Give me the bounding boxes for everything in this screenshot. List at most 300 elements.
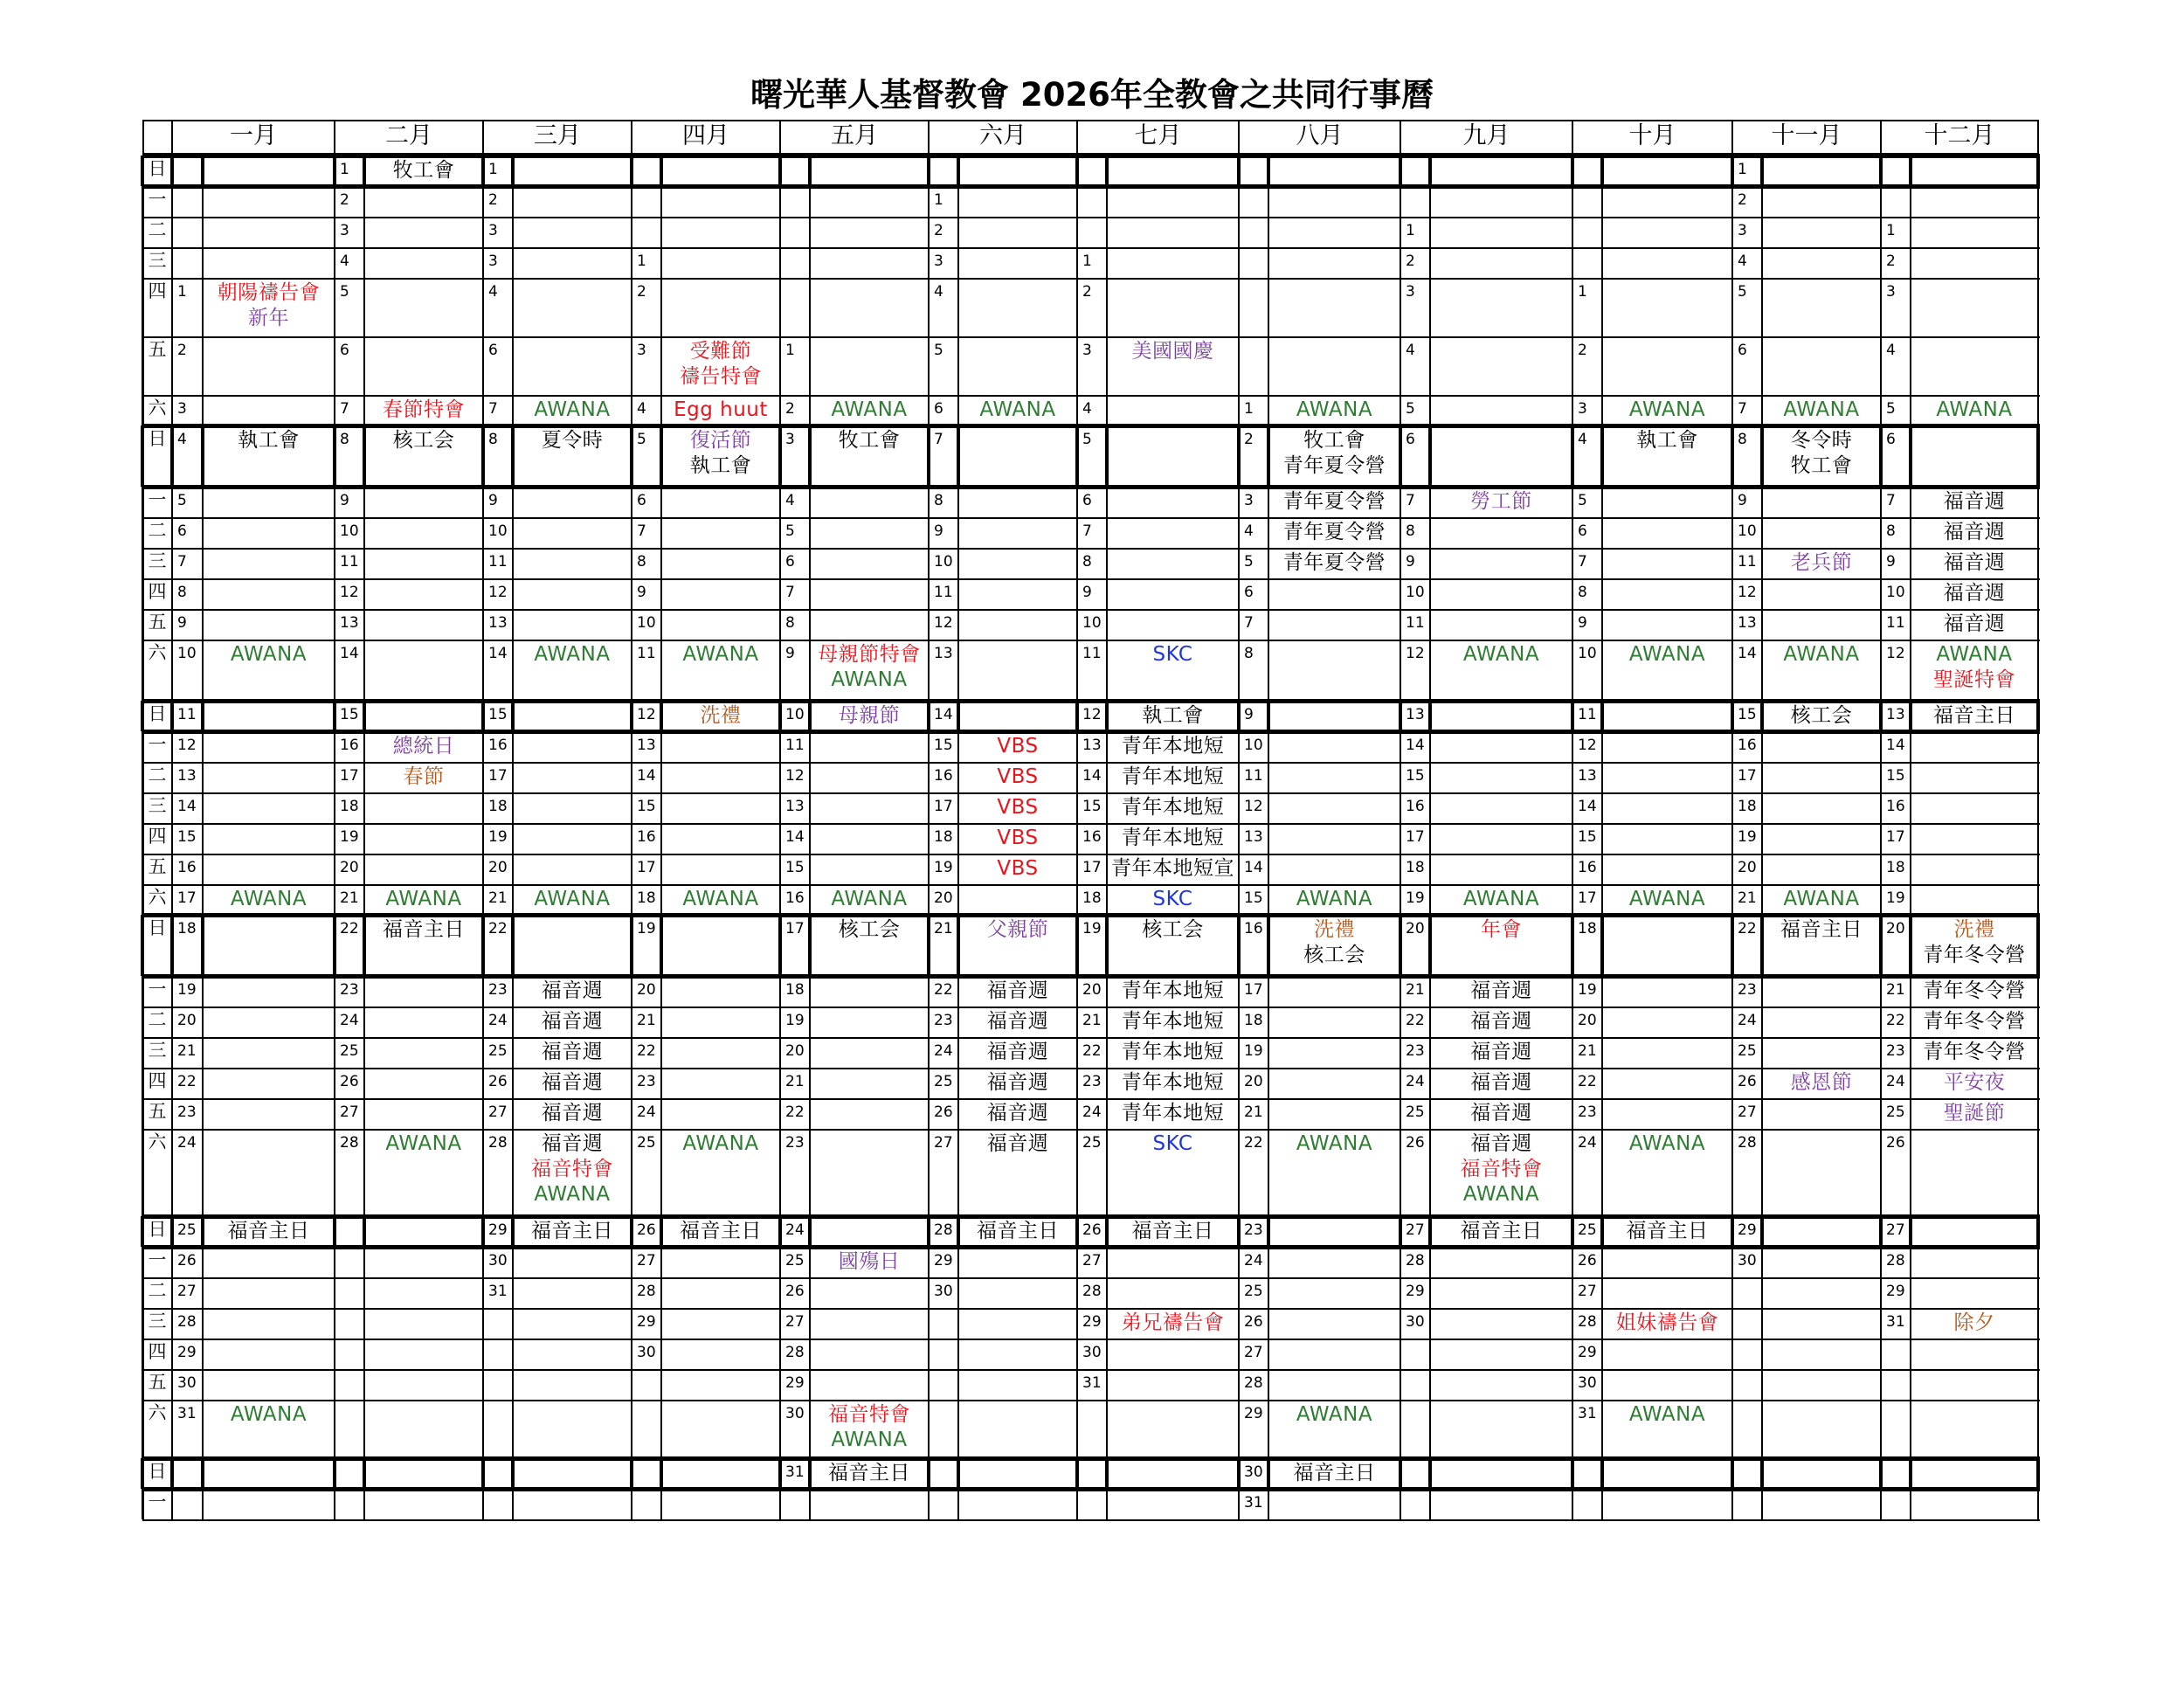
day-number: 21 [340,889,359,907]
grid-line [1731,1458,1734,1489]
day-number: 26 [1578,1252,1597,1269]
grid-line [1572,156,1573,1519]
event-label: AWANA [1628,643,1706,666]
weekday-label: 三 [148,795,167,816]
weekday-label: 四 [148,826,167,847]
event-label: 執工會 [689,454,752,477]
grid-line [957,425,960,487]
day-number: 18 [934,828,953,846]
day-number: 22 [340,920,359,937]
day-number: 7 [1406,492,1415,509]
day-number: 19 [1406,889,1425,907]
day-number: 31 [1244,1494,1263,1512]
grid-line [1105,1458,1109,1489]
day-number: 10 [340,522,359,540]
grid-line [1909,1216,1912,1247]
day-number: 2 [1738,191,1747,209]
day-number: 5 [1082,431,1092,448]
day-number: 3 [637,342,646,359]
day-number: 22 [1578,1073,1597,1090]
day-number: 11 [1738,553,1757,571]
day-number: 14 [177,798,197,815]
grid-line [2036,156,2040,186]
event-label: 福音週 [1470,979,1532,1002]
day-number: 6 [785,553,795,571]
day-number: 23 [637,1073,656,1090]
day-number: 5 [177,492,187,509]
event-label: 福音週 [541,1071,604,1094]
day-number: 25 [785,1252,805,1269]
day-number: 1 [488,161,498,178]
grid-line [142,1400,2040,1401]
day-number: 8 [1244,645,1254,662]
event-label: AWANA [831,888,908,910]
day-number: 15 [1886,767,1905,785]
event-label: AWANA [1296,888,1373,910]
weekday-label: 一 [148,1491,167,1512]
event-label: 勞工節 [1470,490,1532,513]
day-number: 16 [1578,859,1597,876]
day-number: 17 [785,920,805,937]
grid-line [957,1458,960,1489]
grid-line [142,278,2040,280]
event-label: 美國國慶 [1131,340,1214,363]
weekday-label: 二 [148,764,167,785]
weekday-label: 日 [148,428,167,449]
day-number: 11 [934,584,953,601]
month-header: 四月 [682,122,729,149]
day-number: 9 [785,645,795,662]
event-label: 青年冬令營 [1923,944,2026,966]
weekday-label: 四 [148,280,167,301]
event-label: 國殤日 [838,1250,901,1273]
day-number: 17 [177,889,197,907]
event-label: 青年本地短 [1121,765,1225,788]
day-number: 14 [637,767,656,785]
day-number: 2 [934,222,943,239]
day-number: 30 [1406,1313,1425,1331]
day-number: 11 [488,553,508,571]
day-number: 20 [1886,920,1905,937]
day-number: 4 [934,283,943,301]
event-label: 牧工會 [1303,429,1365,452]
day-number: 6 [488,342,498,359]
event-label: 青年本地短 [1121,1010,1225,1033]
day-number: 1 [1406,222,1415,239]
day-number: 26 [340,1073,359,1090]
event-label: 福音週 [986,1132,1049,1155]
day-number: 7 [785,584,795,601]
month-header: 三月 [534,122,581,149]
day-number: 3 [177,400,187,418]
grid-line [1267,701,1270,731]
grid-line [660,1458,663,1489]
grid-line [201,701,204,731]
day-number: 8 [340,431,349,448]
day-number: 18 [177,920,197,937]
day-number: 3 [1578,400,1587,418]
day-number: 29 [637,1313,656,1331]
grid-line [142,884,2040,886]
day-number: 4 [1886,342,1896,359]
weekday-label: 六 [148,1402,167,1423]
day-number: 18 [1406,859,1425,876]
event-label: AWANA [1783,888,1860,910]
day-number: 16 [488,737,508,754]
grid-line [142,485,2040,489]
event-label: 福音週 [986,1010,1049,1033]
event-label: 福音主日 [1933,704,2015,727]
day-number: 2 [1406,253,1415,270]
day-number: 16 [1082,828,1102,846]
day-number: 23 [177,1103,197,1121]
day-number: 5 [1244,553,1254,571]
day-number: 10 [488,522,508,540]
event-label: 除夕 [1953,1311,1995,1334]
grid-line [201,915,204,976]
event-label: 青年本地短 [1121,796,1225,819]
day-number: 30 [1082,1344,1102,1361]
grid-line [511,701,515,731]
grid-line [333,701,336,731]
day-number: 15 [1738,706,1757,723]
event-label: 福音主日 [1626,1220,1709,1242]
day-number: 7 [1886,492,1896,509]
day-number: 23 [1082,1073,1102,1090]
event-label: AWANA [979,398,1056,421]
day-number: 21 [1406,981,1425,999]
day-number: 13 [1578,767,1597,785]
grid-line [142,854,2040,855]
grid-line [778,1458,782,1489]
event-label: 福音週 [541,1010,604,1033]
day-number: 14 [1244,859,1263,876]
grid-line [142,395,2040,397]
event-label: 母親節特會 [818,643,921,666]
event-label: 平安夜 [1943,1071,2006,1094]
day-number: 23 [488,981,508,999]
grid-line [142,974,2040,979]
day-number: 5 [1738,283,1747,301]
event-label: 福音週 [1943,551,2006,574]
day-number: 19 [340,828,359,846]
weekday-label: 六 [148,1131,167,1152]
month-header: 一月 [230,122,277,149]
day-number: 9 [1578,614,1587,632]
day-number: 30 [1244,1463,1263,1481]
day-number: 15 [934,737,953,754]
event-label: 福音週 [1943,582,2006,605]
day-number: 16 [340,737,359,754]
grid-line [2036,425,2040,487]
day-number: 23 [340,981,359,999]
day-number: 6 [934,400,943,418]
grid-line [333,915,336,976]
day-number: 3 [340,222,349,239]
day-number: 29 [1244,1405,1263,1422]
day-number: 23 [1244,1221,1263,1239]
day-number: 25 [177,1221,197,1239]
day-number: 16 [785,889,805,907]
day-number: 13 [934,645,953,662]
day-number: 19 [785,1012,805,1029]
day-number: 11 [637,645,656,662]
day-number: 14 [1886,737,1905,754]
grid-line [1760,1458,1764,1489]
day-number: 29 [488,1221,508,1239]
day-number: 31 [1886,1313,1905,1331]
day-number: 26 [177,1252,197,1269]
day-number: 7 [1738,400,1747,418]
day-number: 20 [1578,1012,1597,1029]
day-number: 24 [340,1012,359,1029]
day-number: 25 [1578,1221,1597,1239]
grid-line [142,517,2040,519]
event-label: 核工会 [838,918,901,941]
event-label: AWANA [534,398,611,421]
weekday-label: 六 [148,887,167,908]
grid-line [142,184,2040,189]
page-title: 曙光華人基督教會 2026年全教會之共同行事曆 [750,76,1434,114]
event-label: VBS [997,735,1039,758]
event-label: 洗禮 [1314,918,1355,941]
day-number: 17 [1082,859,1102,876]
day-number: 6 [1738,342,1747,359]
day-number: 20 [1082,981,1102,999]
event-label: 聖誕特會 [1933,668,2015,691]
event-label: AWANA [1936,398,2013,421]
day-number: 1 [1244,400,1254,418]
grid-line [957,156,960,186]
day-number: 13 [1406,706,1425,723]
event-label: 母親節 [838,704,901,727]
day-number: 7 [177,553,187,571]
day-number: 20 [785,1042,805,1060]
day-number: 9 [1406,553,1415,571]
grid-line [142,336,2040,338]
day-number: 28 [340,1134,359,1152]
month-header: 十一月 [1771,122,1842,149]
event-label: 福音主日 [531,1220,613,1242]
event-label: 新年 [248,307,289,329]
grid-line [202,156,204,1519]
event-label: 福音週 [541,1041,604,1063]
grid-line [1909,1458,1912,1489]
grid-line [142,792,2040,794]
day-number: 17 [1738,767,1757,785]
event-label: SKC [1152,1132,1193,1155]
grid-line [334,156,335,1519]
grid-line [1600,156,1604,186]
event-label: 福音主日 [977,1220,1059,1242]
day-number: 26 [1244,1313,1263,1331]
grid-line [630,1458,633,1489]
day-number: 20 [1244,1073,1263,1090]
day-number: 28 [637,1283,656,1300]
event-label: AWANA [1783,398,1860,421]
day-number: 17 [1886,828,1905,846]
day-number: 22 [637,1042,656,1060]
event-label: SKC [1152,643,1193,666]
day-number: 14 [488,645,508,662]
weekday-label: 四 [148,1341,167,1362]
day-number: 21 [1244,1103,1263,1121]
event-label: 福音主日 [680,1220,762,1242]
day-number: 31 [785,1463,805,1481]
day-number: 12 [1738,584,1757,601]
event-label: 青年夏令營 [1282,454,1386,477]
day-number: 9 [1738,492,1747,509]
grid-line [142,247,2040,249]
day-number: 16 [1738,737,1757,754]
day-number: 27 [340,1103,359,1121]
day-number: 4 [1082,400,1092,418]
day-number: 18 [1082,889,1102,907]
day-number: 19 [1578,981,1597,999]
grid-line [333,1458,336,1489]
day-number: 7 [488,400,498,418]
weekday-label: 一 [148,734,167,755]
day-number: 31 [488,1283,508,1300]
day-number: 17 [1578,889,1597,907]
day-number: 12 [1406,645,1425,662]
grid-line [142,1487,2040,1491]
day-number: 24 [177,1134,197,1152]
event-label: AWANA [1628,398,1706,421]
day-number: 22 [1244,1134,1263,1152]
day-number: 22 [1886,1012,1905,1029]
day-number: 1 [934,191,943,209]
grid-line [1399,1216,1402,1247]
grid-line [481,1216,485,1247]
day-number: 28 [488,1134,508,1152]
event-label: AWANA [831,668,908,691]
day-number: 27 [1082,1252,1102,1269]
grid-line [1428,1458,1432,1489]
day-number: 21 [637,1012,656,1029]
grid-line [142,1369,2040,1371]
grid-line [808,1216,812,1247]
day-number: 4 [177,431,187,448]
day-number: 14 [1082,767,1102,785]
day-number: 2 [637,283,646,301]
weekday-label: 一 [148,489,167,510]
event-label: 青年冬令營 [1923,979,2026,1002]
event-label: 福音主日 [1131,1220,1214,1242]
event-label: VBS [997,796,1039,819]
grid-line [1760,156,1764,186]
event-label: VBS [997,765,1039,788]
day-number: 2 [1082,283,1092,301]
day-number: 17 [1406,828,1425,846]
day-number: 14 [934,706,953,723]
grid-line [660,156,663,186]
event-label: 福音週 [986,1041,1049,1063]
day-number: 24 [1406,1073,1425,1090]
grid-line [1879,1458,1883,1489]
day-number: 1 [177,283,187,301]
grid-line [1267,156,1270,186]
event-label: 福音週 [541,1132,604,1155]
day-number: 25 [1886,1103,1905,1121]
day-number: 11 [1886,614,1905,632]
event-label: 冬令時 [1790,429,1853,452]
day-number: 7 [637,522,646,540]
weekday-label: 五 [148,1101,167,1122]
day-number: 30 [488,1252,508,1269]
grid-line [142,762,2040,764]
grid-line [201,156,204,186]
month-header: 五月 [831,122,878,149]
day-number: 29 [1886,1283,1905,1300]
day-number: 23 [1738,981,1757,999]
day-number: 26 [637,1221,656,1239]
day-number: 26 [1406,1134,1425,1152]
day-number: 19 [934,859,953,876]
event-label: 弟兄禱告會 [1121,1311,1225,1334]
day-number: 5 [340,283,349,301]
event-label: 核工会 [1303,944,1365,966]
grid-line [1731,701,1734,731]
grid-line [927,156,930,186]
event-label: AWANA [534,643,611,666]
day-number: 8 [1082,553,1092,571]
day-number: 3 [488,253,498,270]
day-number: 22 [785,1103,805,1121]
grid-line [1571,701,1574,731]
day-number: 19 [637,920,656,937]
day-number: 12 [1886,645,1905,662]
day-number: 5 [785,522,795,540]
event-label: 福音週 [986,1071,1049,1094]
day-number: 20 [177,1012,197,1029]
day-number: 16 [934,767,953,785]
grid-line [142,1037,2040,1039]
grid-line [1400,156,1401,1519]
day-number: 25 [1244,1283,1263,1300]
day-number: 20 [488,859,508,876]
grid-line [142,217,2040,218]
day-number: 22 [934,981,953,999]
day-number: 31 [177,1405,197,1422]
month-header: 七月 [1134,122,1182,149]
event-label: 夏令時 [541,429,604,452]
day-number: 29 [177,1344,197,1361]
day-number: 22 [177,1073,197,1090]
day-number: 23 [785,1134,805,1152]
day-number: 17 [340,767,359,785]
grid-line [1268,156,1269,1519]
grid-line [333,156,336,186]
weekday-label: 六 [148,642,167,663]
day-number: 3 [934,253,943,270]
day-number: 18 [1738,798,1757,815]
grid-line [1237,156,1241,186]
grid-line [1075,701,1079,731]
grid-line [1428,425,1432,487]
grid-line [142,1214,2040,1219]
day-number: 27 [1578,1283,1597,1300]
day-number: 25 [1082,1134,1102,1152]
day-number: 18 [785,981,805,999]
event-label: AWANA [1296,1132,1373,1155]
grid-line [481,701,485,731]
event-label: 青年本地短 [1121,1102,1225,1124]
day-number: 2 [785,400,795,418]
event-label: 洗禮 [1953,918,1995,941]
day-number: 26 [785,1283,805,1300]
day-number: 27 [1244,1344,1263,1361]
